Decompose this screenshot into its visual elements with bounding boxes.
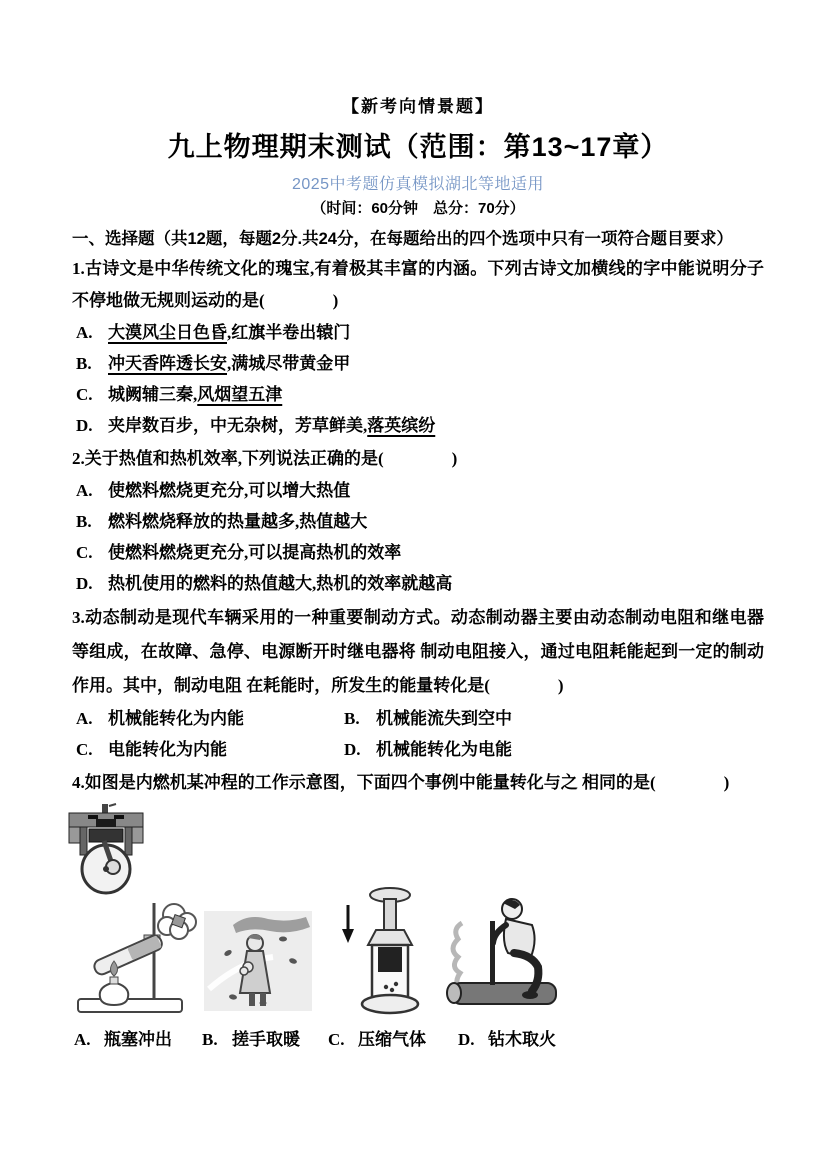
- option-text: 机械能转化为电能: [376, 740, 512, 759]
- option-label: A.: [76, 709, 93, 728]
- option-row: [72, 348, 764, 379]
- caption-text: 钻木取火: [488, 1030, 556, 1049]
- wood-drilling-image: [434, 883, 566, 1017]
- question-2-stem: 2.关于热值和热机效率,下列说法正确的是( ): [72, 449, 458, 468]
- hand-rubbing-image: [203, 909, 313, 1015]
- option-label: C.: [76, 543, 93, 562]
- option-row: [72, 317, 764, 348]
- question-4-stem: 4.如图是内燃机某冲程的工作示意图，下面四个事例中能量转化与之 相同的是( ): [72, 773, 730, 792]
- option-label: B.: [202, 1030, 218, 1049]
- option-text: 热机使用的燃料的热值越大,热机的效率就越高: [108, 574, 453, 593]
- exam-tagline: 【新考向情景题】: [342, 97, 494, 116]
- question-4-figures: [72, 803, 764, 1019]
- gas-compression-image: [334, 883, 432, 1017]
- option-text: ,红旗半卷出辕门: [227, 323, 351, 342]
- option-row: [72, 379, 764, 410]
- option-underlined-text: 冲天香阵透长安: [108, 354, 227, 373]
- question-3-stem: 3.动态制动是现代车辆采用的一种重要制动方式。动态制动器主要由动态制动电阻和继电器等组成，在故障、急停、电源断开时继电器将 制动电阻接入，通过电阻耗能起到一定的制动作用。其中，制动电阻 在耗能时，所发生的能量转化是( ): [72, 608, 764, 695]
- caption-b: [202, 1025, 300, 1055]
- engine-stroke-diagram: [66, 803, 146, 895]
- option-underlined-text: 风烟望五津: [197, 385, 283, 404]
- option-b: [340, 703, 512, 734]
- caption-text: 压缩气体: [358, 1030, 426, 1049]
- option-row: [72, 537, 764, 568]
- caption-d: [458, 1025, 556, 1055]
- option-label: B.: [76, 512, 92, 531]
- option-label: D.: [344, 740, 361, 759]
- time-score-line: （时间：60分钟 总分：70分）: [311, 200, 525, 217]
- caption-text: 搓手取暖: [232, 1030, 300, 1049]
- option-text: 使燃料燃烧更充分,可以增大热值: [108, 481, 351, 500]
- question-2-options: [72, 475, 764, 599]
- option-text: 机械能转化为内能: [108, 709, 244, 728]
- option-row: [72, 410, 764, 441]
- caption-text: 瓶塞冲出: [104, 1030, 172, 1049]
- option-label: C.: [76, 740, 93, 759]
- question-3-options: [72, 703, 764, 765]
- page-title: 九上物理期末测试（范围：第13~17章）: [167, 132, 669, 162]
- question-4-captions: [72, 1025, 764, 1057]
- option-text: 燃料燃烧释放的热量越多,热值越大: [108, 512, 368, 531]
- option-label: B.: [344, 709, 360, 728]
- option-d: [340, 734, 512, 765]
- option-label: A.: [76, 481, 93, 500]
- question-1-options: [72, 317, 764, 441]
- option-row: [72, 568, 764, 599]
- question-1-stem: 1.古诗文是中华传统文化的瑰宝,有着极其丰富的内涵。下列古诗文加横线的字中能说明分子不停地做无规则运动的是( ): [72, 259, 764, 310]
- option-label: D.: [76, 416, 93, 435]
- option-text: ,满城尽带黄金甲: [227, 354, 351, 373]
- option-underlined-text: 落英缤纷: [367, 416, 436, 435]
- option-label: C.: [328, 1030, 345, 1049]
- option-row: [72, 734, 764, 765]
- option-row: [72, 703, 764, 734]
- option-label: A.: [76, 323, 93, 342]
- option-label: A.: [74, 1030, 91, 1049]
- option-label: D.: [76, 574, 93, 593]
- section-heading: 一、选择题（共12题，每题2分.共24分，在每题给出的四个选项中只有一项符合题目要求）: [72, 230, 733, 248]
- option-underlined-text: 大漠风尘日色昏: [108, 323, 227, 342]
- caption-c: [328, 1025, 426, 1055]
- option-label: C.: [76, 385, 93, 404]
- exam-watermark: 2025中考题仿真模拟湖北等地适用: [291, 176, 545, 193]
- caption-a: [74, 1025, 172, 1055]
- option-label: B.: [76, 354, 92, 373]
- option-a: [72, 703, 340, 734]
- option-label: D.: [458, 1030, 475, 1049]
- option-text: 城阙辅三秦,: [108, 385, 198, 404]
- option-row: [72, 475, 764, 506]
- option-c: [72, 734, 340, 765]
- option-text: 机械能流失到空中: [376, 709, 512, 728]
- bottle-stopper-experiment-image: [72, 893, 200, 1017]
- option-row: [72, 506, 764, 537]
- option-text: 夹岸数百步，中无杂树，芳草鲜美,: [108, 416, 368, 435]
- option-text: 使燃料燃烧更充分,可以提高热机的效率: [108, 543, 402, 562]
- option-text: 电能转化为内能: [108, 740, 227, 759]
